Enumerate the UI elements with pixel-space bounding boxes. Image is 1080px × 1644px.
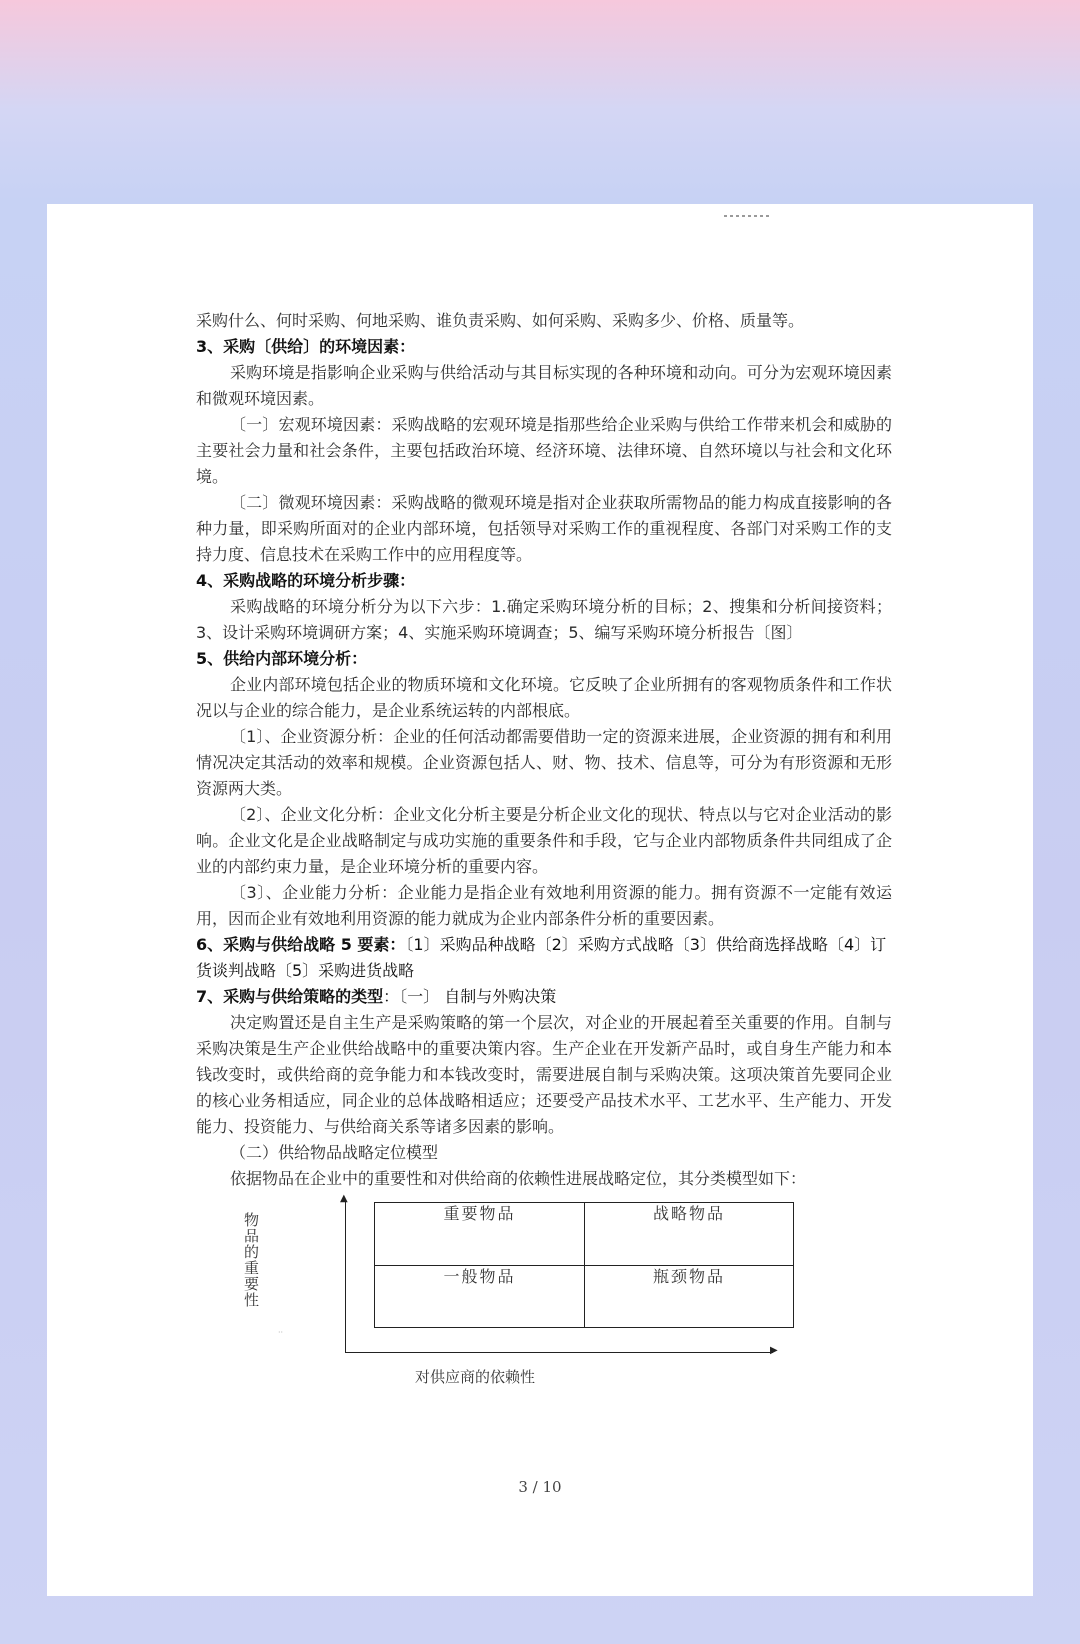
section-heading: 5、供给内部环境分析： <box>196 649 368 668</box>
quadrant-grid <box>374 1202 794 1328</box>
section-heading <box>196 932 892 984</box>
y-axis-line <box>345 1202 346 1352</box>
scan-artifact <box>724 215 770 217</box>
y-axis-arrow-icon: ▲ <box>340 1193 348 1204</box>
paragraph: 〔2〕、企业文化分析：企业文化分析主要是分析企业文化的现状、特点以与它对企业活动的影响。企业文化是企业战略制定与成功实施的重要条件和手段，它与企业内部物质条件共同组成了企业的内部约束力量，是企业环境分析的重要内容。 <box>196 805 892 876</box>
section-heading: 4、采购战略的环境分析步骤： <box>196 571 416 590</box>
paragraph: 采购战略的环境分析分为以下六步：1.确定采购环境分析的目标；2、搜集和分析间接资料；3、设计采购环境调研方案；4、实施采购环境调查；5、编写采购环境分析报告〔图〕 <box>196 597 892 642</box>
section-heading: 3、采购〔供给〕的环境因素： <box>196 337 416 356</box>
paragraph: 〔1〕、企业资源分析：企业的任何活动都需要借助一定的资源来进展，企业资源的拥有和利用情况决定其活动的效率和规模。企业资源包括人、财、物、技术、信息等，可分为有形资源和无形资源两大类。 <box>196 727 892 798</box>
paragraph: 〔一〕宏观环境因素：采购战略的宏观环境是指那些给企业采购与供给工作带来机会和威胁的主要社会力量和社会条件，主要包括政治环境、经济环境、法律环境、自然环境以与社会和文化环境。 <box>196 415 892 486</box>
heading-bold: 6、采购与供给战略 5 要素： <box>196 935 406 954</box>
quadrant-important: 重要物品 <box>443 1204 516 1223</box>
paragraph: （二）供给物品战略定位模型 <box>230 1143 439 1162</box>
quadrant-general: 一般物品 <box>375 1265 584 1327</box>
quadrant-strategic: 战略物品 <box>584 1203 793 1265</box>
scan-artifact: ·· <box>278 1328 284 1337</box>
x-axis-arrow-icon: ▶ <box>770 1345 778 1356</box>
section-heading <box>196 984 892 1010</box>
paragraph: 采购什么、何时采购、何地采购、谁负责采购、如何采购、采购多少、价格、质量等。 <box>196 311 805 330</box>
x-axis-line <box>345 1352 773 1353</box>
paragraph: 采购环境是指影响企业采购与供给活动与其目标实现的各种环境和动向。可分为宏观环境因素和微观环境因素。 <box>196 363 892 408</box>
quadrant-bottleneck: 瓶颈物品 <box>584 1265 793 1327</box>
heading-bold: 7、采购与供给策略的类型 <box>196 987 384 1006</box>
paragraph: 〔3〕、企业能力分析：企业能力是指企业有效地利用资源的能力。拥有资源不一定能有效运用，因而企业有效地利用资源的能力就成为企业内部条件分析的重要因素。 <box>196 883 892 928</box>
y-axis-label: 物品的重要性 <box>244 1211 260 1309</box>
x-axis-label: 对供应商的依赖性 <box>415 1368 536 1386</box>
heading-rest: 〔1〕采购品种战略〔2〕采购方式战略〔3〕供给商选择战略〔4〕订货谈判战略〔5〕采购进货战略 <box>196 935 887 980</box>
paragraph: 企业内部环境包括企业的物质环境和文化环境。它反映了企业所拥有的客观物质条件和工作状况以与企业的综合能力，是企业系统运转的内部根底。 <box>196 675 892 720</box>
paragraph: 决定购置还是自主生产是采购策略的第一个层次，对企业的开展起着至关重要的作用。自制与采购决策是生产企业供给战略中的重要决策内容。生产企业在开发新产品时，或自身生产能力和本钱改变时，或供给商的竞争能力和本钱改变时，需要进展自制与采购决策。这项决策首先要同企业的核心业务相适应，同企业的总体战略相适应；还要受产品技术水平、工艺水平、生产能力、开发能力、投资能力、与供给商关系等诸多因素的影响。 <box>196 1013 892 1136</box>
page-number: 3 / 10 <box>518 1478 562 1496</box>
document-body <box>196 308 892 1192</box>
positioning-model-diagram <box>244 1193 830 1390</box>
paragraph: 依据物品在企业中的重要性和对供给商的依赖性进展战略定位，其分类模型如下： <box>230 1169 807 1188</box>
heading-rest: ：〔一〕 自制与外购决策 <box>383 987 557 1006</box>
paragraph: 〔二〕微观环境因素：采购战略的微观环境是指对企业获取所需物品的能力构成直接影响的各种力量，即采购所面对的企业内部环境，包括领导对采购工作的重视程度、各部门对采购工作的支持力度、信息技术在采购工作中的应用程度等。 <box>196 493 892 564</box>
